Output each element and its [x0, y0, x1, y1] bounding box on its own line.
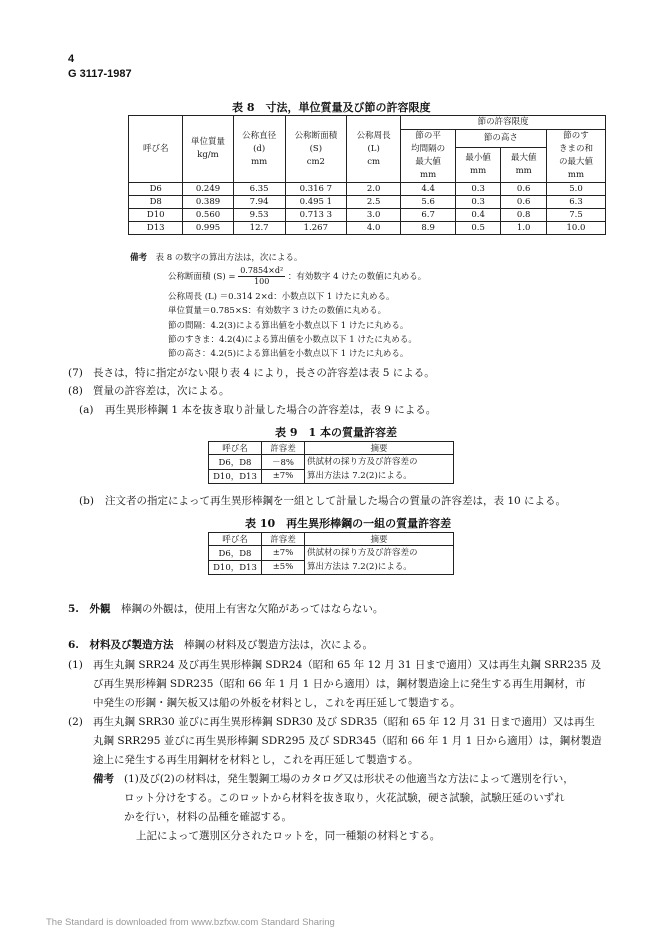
table-row: D13 0.995 12.7 1.267 4.0 8.9 0.5 1.0 10.0	[129, 222, 606, 235]
table8-caption: 表 8 寸法，単位質量及び節の許容限度	[232, 101, 431, 114]
page-number: 4	[68, 53, 75, 65]
t8-h-height: 節の高さ	[455, 130, 546, 148]
formula-area: 公称断面積 (S) = $\frac{\text{0.7854×d²}}{100}$ ：有効数字 4 けたの数値に丸める。	[168, 266, 427, 286]
formula-gap: 節のすきま：4.2(4)による算出値を小数点以下 1 けたに丸める。	[168, 335, 417, 345]
item-8-number: (8)	[68, 385, 83, 397]
t9-h-note: 摘要	[305, 442, 454, 455]
item-b-text: 注文者の指定によって再生異形棒鋼を一組として計量した場合の質量の許容差は，表 10 による。	[105, 495, 567, 507]
section-6-p2-line2: 丸鋼 SRR295 並びに再生異形棒鋼 SDR295 及び SDR345（昭和 66 年 1 月 1 日から適用）は，鋼材製造	[93, 735, 602, 747]
table8	[128, 115, 606, 235]
table-row: D10，D13 ±5%	[209, 560, 454, 575]
t10-h-name: 呼び名	[209, 533, 262, 546]
t9-note: 供試材の採り方及び許容差の 算出方法は 7.2(2)による。	[305, 455, 454, 484]
t10-h-tol: 許容差	[262, 533, 305, 546]
t8-h-area: 公称断面積 (S) cm2	[285, 116, 346, 183]
t10-note: 供試材の採り方及び許容差の 算出方法は 7.2(2)による。	[305, 546, 454, 575]
table-row: D6，D8 －8% 供試材の採り方及び許容差の 算出方法は 7.2(2)による。	[209, 455, 454, 470]
formula-mass: 単位質量＝0.785×S：有効数字 3 けたの数値に丸める。	[168, 306, 387, 316]
section-6-remark-line2: ロット分けをする。このロットから材料を抜き取り，火花試験，硬さ試験，試験圧延のいずれ	[124, 792, 565, 804]
section-6-remark-line1: (1)及び(2)の材料は，発生製鋼工場のカタログ又は形状その他適当な方法によって選別を行い，	[124, 773, 574, 785]
t8-h-diameter: 公称直径 (d) mm	[233, 116, 285, 183]
section-6-p1-line2: び再生異形棒鋼 SDR235（昭和 66 年 1 月 1 日から適用）は，鋼材製造途上に発生する再生用鋼材，市	[93, 678, 586, 690]
table-row: D10 0.560 9.53 0.713 3 3.0 6.7 0.4 0.8 7.5	[129, 209, 606, 222]
section-6-p2-line3: 途上に発生する再生用鋼材を材料とし，これを再圧延して製造する。	[93, 754, 419, 766]
section-6-p2-line1: 再生丸鋼 SRR30 並びに再生異形棒鋼 SDR30 及び SDR35（昭和 65 年 12 月 31 日まで適用）又は再生	[93, 716, 595, 728]
section-6-remark-label: 備考	[93, 773, 114, 785]
standard-code: G 3117-1987	[68, 68, 132, 80]
t10-h-note: 摘要	[305, 533, 454, 546]
item-b-number: (b)	[79, 495, 94, 507]
section-5-heading: 5. 外観 棒鋼の外観は，使用上有害な欠陥があってはならない。	[68, 603, 384, 615]
item-7-number: (7)	[68, 367, 83, 379]
section-6-p1-number: (1)	[68, 659, 83, 671]
item-a-number: (a)	[79, 404, 94, 416]
table9-caption: 表 9 1 本の質量許容差	[275, 426, 397, 439]
table9	[208, 441, 454, 484]
t9-h-tol: 許容差	[262, 442, 305, 455]
t8-h-hmin: 最小値 mm	[455, 148, 501, 183]
t8-h-pitch: 節の平 均間隔の 最大値 mm	[401, 130, 455, 183]
t8-h-gap: 節のす きまの和 の最大値 mm	[546, 130, 605, 183]
table-row: D8 0.389 7.94 0.495 1 2.5 5.6 0.3 0.6 6.3	[129, 196, 606, 209]
t8-h-mass: 単位質量 kg/m	[183, 116, 233, 183]
remarks8-intro: 備考 表 8 の数字の算出方法は，次による。	[130, 253, 303, 263]
item-a-text: 再生異形棒鋼 1 本を抜き取り計量した場合の許容差は，表 9 による。	[105, 404, 437, 416]
t8-h-name: 呼び名	[129, 116, 183, 183]
t8-h-hmax: 最大値 mm	[501, 148, 547, 183]
item-7-text: 長さは，特に指定がない限り表 4 により，長さの許容差は表 5 による。	[93, 367, 435, 379]
t9-h-name: 呼び名	[209, 442, 262, 455]
section-6-heading: 6. 材料及び製造方法 棒鋼の材料及び製造方法は，次による。	[68, 639, 373, 651]
table-row: D10，D13 ±7%	[209, 469, 454, 484]
formula-pitch: 節の間隔：4.2(3)による算出値を小数点以下 1 けたに丸める。	[168, 321, 409, 331]
section-6-remark-line4: 上記によって選別区分されたロットを，同一種類の材料とする。	[136, 830, 441, 842]
t8-h-tolerance: 節の許容限度	[401, 116, 606, 130]
footer-watermark: The Standard is downloaded from www.bzfxw.com Standard Sharing	[46, 917, 335, 928]
section-6-p2-number: (2)	[68, 716, 83, 728]
table-row: D6 0.249 6.35 0.316 7 2.0 4.4 0.3 0.6 5.0	[129, 183, 606, 196]
table10-caption: 表 10 再生異形棒鋼の一組の質量許容差	[245, 517, 452, 530]
formula-perimeter: 公称周長 (L) ＝0.314 2×d：小数点以下 1 けたに丸める。	[168, 292, 395, 302]
table10	[208, 532, 454, 575]
section-6-remark-line3: かを行い，材料の品種を確認する。	[124, 811, 292, 823]
formula-height: 節の高さ：4.2(5)による算出値を小数点以下 1 けたに丸める。	[168, 349, 409, 359]
table-row: D6，D8 ±7% 供試材の採り方及び許容差の 算出方法は 7.2(2)による。	[209, 546, 454, 561]
section-6-p1-line3: 中発生の形鋼・鋼矢板又は船の外板を材料とし，これを再圧延して製造する。	[93, 697, 461, 709]
item-8-text: 質量の許容差は，次による。	[93, 385, 230, 397]
t8-h-perimeter: 公称周長 (L) cm	[346, 116, 400, 183]
section-6-p1-line1: 再生丸鋼 SRR24 及び再生異形棒鋼 SDR24（昭和 65 年 12 月 31 日まで適用）又は再生丸鋼 SRR235 及	[93, 659, 602, 671]
